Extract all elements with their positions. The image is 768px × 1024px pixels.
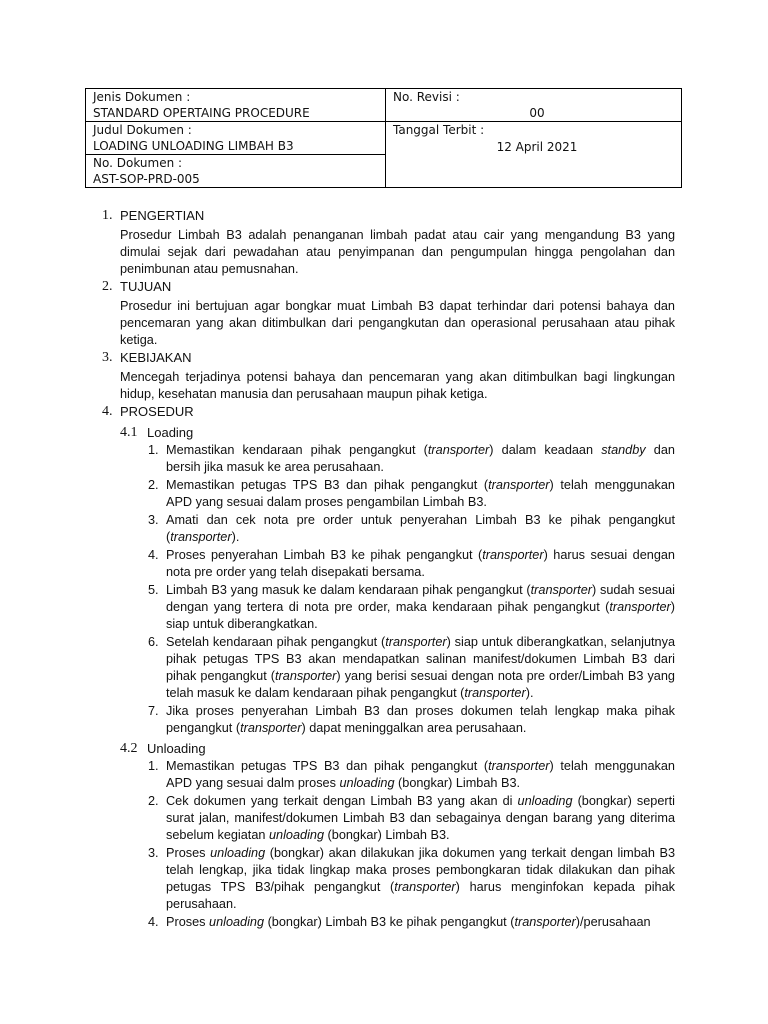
no-dokumen-value: AST-SOP-PRD-005 bbox=[93, 172, 200, 186]
section-heading bbox=[100, 207, 675, 225]
section-tujuan bbox=[100, 278, 675, 349]
tanggal-terbit-cell bbox=[386, 122, 682, 188]
list-item-number: 1. bbox=[148, 443, 159, 457]
jenis-dokumen-value: STANDARD OPERTAING PROCEDURE bbox=[93, 106, 310, 120]
list-item bbox=[100, 914, 675, 931]
section-paragraph: Prosedur ini bertujuan agar bongkar muat Limbah B3 dapat terhindar dari potensi bahaya dan pencemaran yang akan ditimbulkan dari pengangkutan dan operasional perusahaan atau pihak ketiga. bbox=[120, 299, 675, 347]
no-dokumen-label: No. Dokumen : bbox=[93, 156, 183, 170]
list-item bbox=[100, 703, 675, 737]
subsection-loading bbox=[100, 424, 675, 737]
list-item-number: 3. bbox=[148, 846, 159, 860]
list-item-number: 1. bbox=[148, 759, 159, 773]
unloading-steps-list bbox=[100, 758, 675, 931]
list-item bbox=[100, 634, 675, 702]
subsection-heading bbox=[100, 424, 675, 442]
section-title: KEBIJAKAN bbox=[120, 350, 192, 365]
list-item-text: Jika proses penyerahan Limbah B3 dan proses dokumen telah lengkap maka pihak pengangkut (transporter) dapat meninggalkan area perusahaan. bbox=[166, 704, 675, 735]
section-kebijakan bbox=[100, 349, 675, 403]
list-item-number: 3. bbox=[148, 513, 159, 527]
jenis-dokumen-label: Jenis Dokumen : bbox=[93, 90, 191, 104]
list-item-text: Memastikan petugas TPS B3 dan pihak pengangkut (transporter) telah menggunakan APD yang sesuai dalam proses pengambilan Limbah B3. bbox=[166, 478, 675, 509]
section-number: 3. bbox=[102, 350, 113, 365]
list-item-number: 6. bbox=[148, 635, 159, 649]
subsection-title: Loading bbox=[147, 425, 194, 440]
document-body bbox=[100, 207, 675, 932]
section-number: 2. bbox=[102, 279, 113, 294]
list-item-number: 5. bbox=[148, 583, 159, 597]
document-header-table bbox=[85, 88, 682, 188]
subsection-title: Unloading bbox=[147, 741, 206, 756]
judul-dokumen-label: Judul Dokumen : bbox=[93, 123, 192, 137]
section-heading bbox=[100, 349, 675, 367]
subsection-number: 4.1 bbox=[120, 425, 138, 440]
section-heading bbox=[100, 278, 675, 296]
list-item-text: Limbah B3 yang masuk ke dalam kendaraan pihak pengangkut (transporter) sudah sesuai dengan yang tertera di nota pre order, maka kendaraan pihak pengangkut (transporter) siap untuk diberangkatkan. bbox=[166, 583, 675, 631]
list-item bbox=[100, 793, 675, 844]
section-paragraph: Prosedur Limbah B3 adalah penanganan limbah padat atau cair yang mengandung B3 yang dimulai sejak dari pewadahan atau penyimpanan dan pengumpulan hingga pengolahan dan penimbunan atau pemusnahan. bbox=[120, 228, 675, 276]
list-item-text: Cek dokumen yang terkait dengan Limbah B3 yang akan di unloading (bongkar) seperti surat jalan, manifest/dokumen Limbah B3 dan sebagainya dengan barang yang diterima sebelum kegiatan unloading (bongkar) Limbah B3. bbox=[166, 794, 675, 842]
no-revisi-cell bbox=[386, 89, 682, 122]
list-item-number: 7. bbox=[148, 704, 159, 718]
list-item-number: 4. bbox=[148, 915, 159, 929]
section-title: TUJUAN bbox=[120, 279, 172, 294]
list-item-text: Memastikan kendaraan pihak pengangkut (transporter) dalam keadaan standby dan bersih jika masuk ke area perusahaan. bbox=[166, 443, 675, 474]
subsection-number: 4.2 bbox=[120, 741, 138, 756]
tanggal-terbit-value: 12 April 2021 bbox=[496, 140, 578, 154]
tanggal-terbit-label: Tanggal Terbit : bbox=[393, 123, 485, 137]
section-number: 4. bbox=[102, 404, 113, 419]
list-item-number: 4. bbox=[148, 548, 159, 562]
section-paragraph: Mencegah terjadinya potensi bahaya dan pencemaran yang akan ditimbulkan bagi lingkungan hidup, kesehatan manusia dan perusahaan maupun pihak ketiga. bbox=[120, 370, 675, 401]
list-item bbox=[100, 547, 675, 581]
list-item bbox=[100, 442, 675, 476]
section-heading bbox=[100, 403, 675, 421]
list-item bbox=[100, 845, 675, 913]
list-item-text: Proses unloading (bongkar) Limbah B3 ke pihak pengangkut (transporter)/perusahaan bbox=[166, 915, 651, 929]
list-item-text: Setelah kendaraan pihak pengangkut (transporter) siap untuk diberangkatkan, selanjutnya pihak petugas TPS B3 akan mendapatkan salinan manifest/dokumen Limbah B3 dari pihak pengangkut (transporter) yang berisi sesuai dengan nota pre order/Limbah B3 yang telah masuk ke dalam kendaraan pihak pengangkut (transporter). bbox=[166, 635, 675, 700]
list-item bbox=[100, 477, 675, 511]
list-item-text: Proses penyerahan Limbah B3 ke pihak pengangkut (transporter) harus sesuai dengan nota pre order yang telah disepakati bersama. bbox=[166, 548, 675, 579]
loading-steps-list bbox=[100, 442, 675, 737]
subsection-unloading bbox=[100, 740, 675, 931]
jenis-dokumen-cell bbox=[86, 89, 386, 122]
subsection-heading bbox=[100, 740, 675, 758]
list-item bbox=[100, 758, 675, 792]
list-item-text: Proses unloading (bongkar) akan dilakukan jika dokumen yang terkait dengan limbah B3 telah lengkap, jika tidak lingkap maka proses pembongkaran tidak dilakukan dan pihak petugas TPS B3/pihak pengangkut (transporter) harus menginfokan kepada pihak perusahaan. bbox=[166, 846, 675, 911]
section-prosedur bbox=[100, 403, 675, 931]
no-dokumen-cell bbox=[86, 155, 386, 188]
section-title: PROSEDUR bbox=[120, 404, 194, 419]
list-item bbox=[100, 512, 675, 546]
no-revisi-value: 00 bbox=[529, 106, 545, 120]
judul-dokumen-value: LOADING UNLOADING LIMBAH B3 bbox=[93, 139, 294, 153]
list-item-text: Memastikan petugas TPS B3 dan pihak pengangkut (transporter) telah menggunakan APD yang sesuai dalm proses unloading (bongkar) Limbah B3. bbox=[166, 759, 675, 790]
section-title: PENGERTIAN bbox=[120, 208, 205, 223]
list-item-number: 2. bbox=[148, 794, 159, 808]
list-item-text: Amati dan cek nota pre order untuk penyerahan Limbah B3 ke pihak pengangkut (transporter). bbox=[166, 513, 675, 544]
no-revisi-label: No. Revisi : bbox=[393, 90, 460, 104]
section-number: 1. bbox=[102, 208, 113, 223]
list-item bbox=[100, 582, 675, 633]
section-pengertian bbox=[100, 207, 675, 278]
judul-dokumen-cell bbox=[86, 122, 386, 155]
list-item-number: 2. bbox=[148, 478, 159, 492]
